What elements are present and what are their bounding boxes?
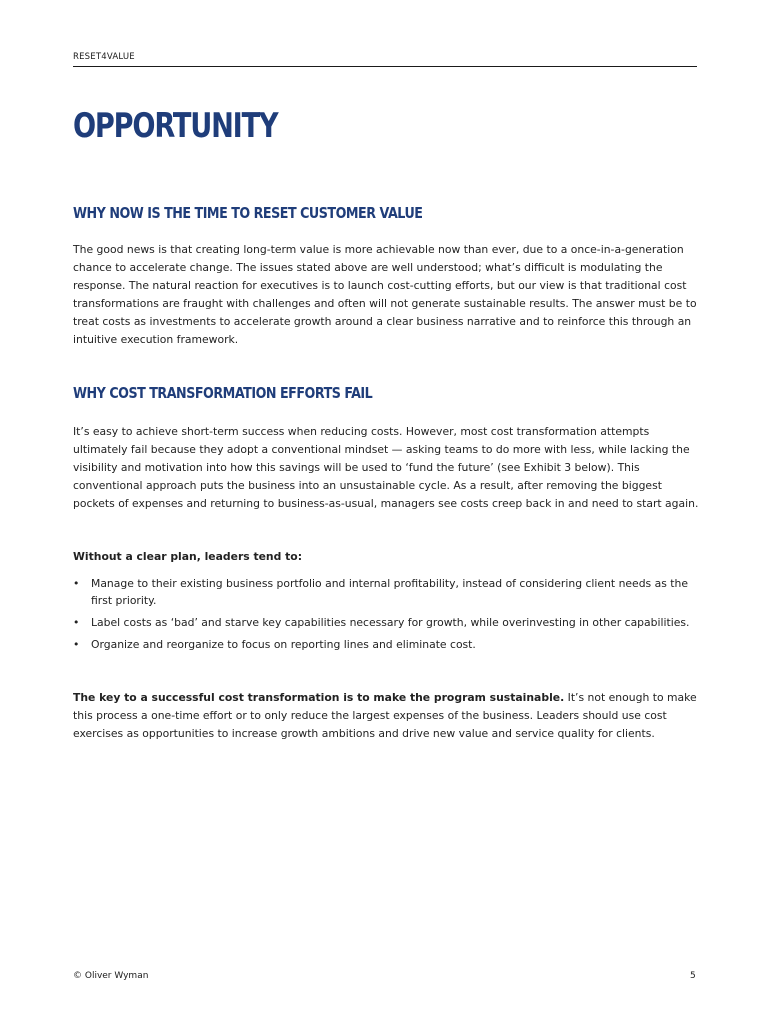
final-paragraph-rest: It’s not enough to make this process a one-time effort or to only reduce the largest expenses of the business. Leaders should use cost exercises as opportunities to increase growth ambitions and drive new value and service quality for clients. xyxy=(73,691,697,740)
bullet-icon: • xyxy=(73,638,80,651)
bullet-icon: • xyxy=(73,616,80,629)
page-title: OPPORTUNITY xyxy=(73,106,278,146)
final-paragraph xyxy=(73,689,699,743)
section-heading-why-now: WHY NOW IS THE TIME TO RESET CUSTOMER VALUE xyxy=(73,204,423,222)
bullet-list xyxy=(73,575,699,658)
section-heading-why-fail: WHY COST TRANSFORMATION EFFORTS FAIL xyxy=(73,384,373,402)
bullet-icon: • xyxy=(73,577,80,590)
header-rule xyxy=(73,66,697,67)
list-item xyxy=(73,636,699,653)
section-paragraph-why-now: The good news is that creating long-term value is more achievable now than ever, due to a once-in-a-generation chance to accelerate change. The issues stated above are well understood; what’s difficult is modulating the response. The natural reaction for executives is to launch cost-cutting efforts, but our view is that traditional cost transformations are fraught with challenges and often will not generate sustainable results. The answer must be to treat costs as investments to accelerate growth around a clear business narrative and to reinforce this through an intuitive execution framework. xyxy=(73,243,697,346)
bullet-list-lead: Without a clear plan, leaders tend to: xyxy=(73,550,303,563)
list-item-text: Label costs as ‘bad’ and starve key capabilities necessary for growth, while overinvesting in other capabilities. xyxy=(91,616,690,629)
footer-copyright: © Oliver Wyman xyxy=(73,971,149,981)
final-paragraph-bold: The key to a successful cost transformation is to make the program sustainable. xyxy=(73,691,565,704)
section-paragraph-why-fail: It’s easy to achieve short-term success when reducing costs. However, most cost transformation attempts ultimately fail because they adopt a conventional mindset — asking teams to do more with less, while lacking the visibility and motivation into how this savings will be used to ‘fund the future’ (see Exhibit 3 below). This conventional approach puts the business into an unsustainable cycle. As a result, after removing the biggest pockets of expenses and returning to business-as-usual, managers see costs creep back in and need to start again. xyxy=(73,425,699,510)
list-item-text: Organize and reorganize to focus on reporting lines and eliminate cost. xyxy=(91,638,476,651)
footer-page-number: 5 xyxy=(690,971,696,981)
list-item-text: Manage to their existing business portfolio and internal profitability, instead of considering client needs as the first priority. xyxy=(91,577,689,607)
header-label: RESET4VALUE xyxy=(73,52,135,62)
list-item xyxy=(73,614,699,631)
list-item xyxy=(73,575,699,609)
page-header xyxy=(73,52,697,75)
